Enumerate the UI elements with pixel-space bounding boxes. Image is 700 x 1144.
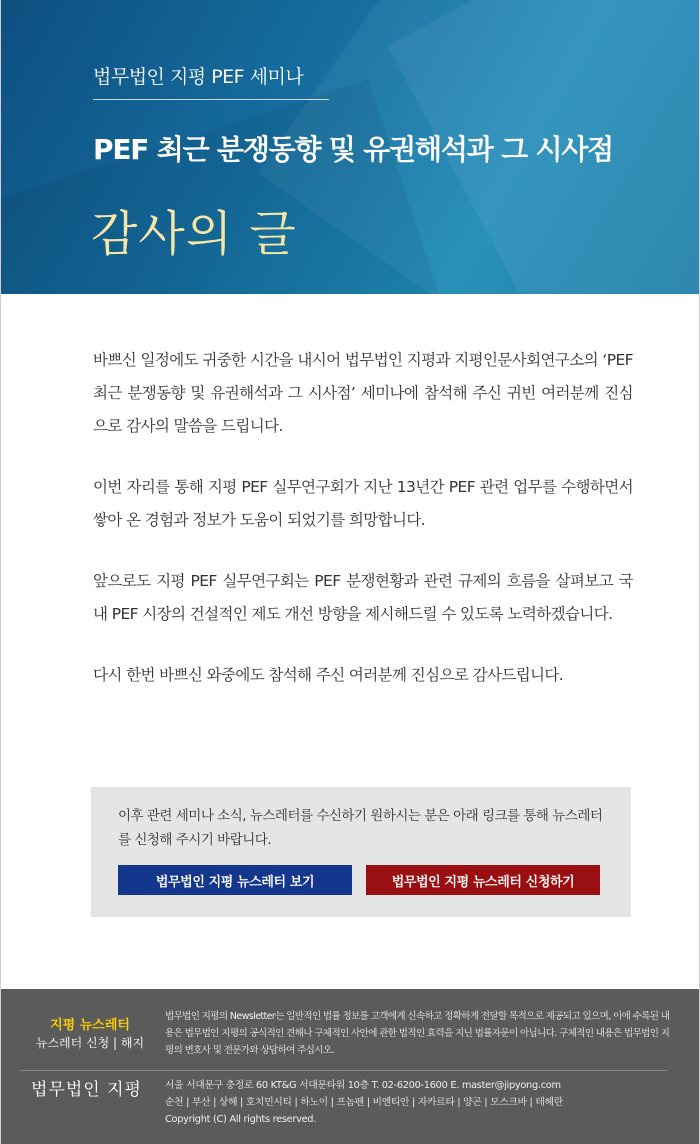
notice-text: 이후 관련 세미나 소식, 뉴스레터를 수신하기 원하시는 분은 아래 링크를 통해 뉴스레터를 신청해 주시기 바랍니다.	[118, 808, 603, 848]
header-banner	[1, 0, 699, 294]
page-title: 감사의 글	[91, 206, 297, 262]
newsletter-notice-box	[91, 787, 631, 917]
footer-newsletter-links[interactable]: 뉴스레터 신청 | 해지	[35, 1036, 145, 1050]
subscribe-newsletter-button[interactable]: 법무법인 지평 뉴스레터 신청하기	[366, 865, 600, 895]
footer-logo: 법무법인 지평	[31, 1080, 142, 1100]
footer-divider	[19, 1070, 667, 1071]
footer	[1, 989, 699, 1144]
view-newsletter-button[interactable]: 법무법인 지평 뉴스레터 보기	[118, 865, 352, 895]
message-body	[93, 344, 633, 720]
footer-contact-info	[165, 1077, 685, 1128]
footer-newsletter-title: 지평 뉴스레터	[50, 1018, 130, 1033]
seminar-title: PEF 최근 분쟁동향 및 유권해석과 그 시사점	[93, 133, 614, 166]
footer-address: 서울 서대문구 충정로 60 KT&G 서대문타워 10층 T. 02-6200-1600 E. master@jipyong.com	[165, 1080, 561, 1091]
body-paragraph: 다시 한번 바쁘신 와중에도 참석해 주신 여러분께 진심으로 감사드립니다.	[93, 666, 564, 684]
body-paragraph: 이번 자리를 통해 지평 PEF 실무연구회가 지난 13년간 PEF 관련 업무를 수행하면서 쌓아 온 경험과 정보가 도움이 되었기를 희망합니다.	[93, 478, 633, 529]
body-paragraph: 바쁘신 일정에도 귀중한 시간을 내시어 법무법인 지평과 지평인문사회연구소의 ‘PEF 최근 분쟁동향 및 유권해석과 그 시사점’ 세미나에 참석해 주신 귀빈 여러분께 진심으로 감사의 말씀을 드립니다.	[93, 351, 633, 435]
header-divider	[93, 99, 329, 100]
footer-offices: 순천 | 부산 | 상해 | 호치민시티 | 하노이 | 프놈펜 | 비엔티안 | 자카르타 | 양곤 | 모스크바 | 테헤란	[165, 1097, 563, 1108]
footer-disclaimer: 법무법인 지평의 Newsletter는 일반적인 법률 정보를 고객에게 신속하고 정확하게 전달할 목적으로 제공되고 있으며, 이에 수록된 내용은 법무법인 지평의 공식적인 견해나 구체적인 사안에 관한 법적인 효력을 지닌 법률자문이 아닙니다. 구체적인 내용은 법무법인 지평의 변호사 및 전문가와 상담하여 주십시오.	[165, 1011, 670, 1056]
body-paragraph: 앞으로도 지평 PEF 실무연구회는 PEF 분쟁현황과 관련 규제의 흐름을 살펴보고 국내 PEF 시장의 건설적인 제도 개선 방향을 제시해드릴 수 있도록 노력하겠습니다.	[93, 572, 633, 623]
seminar-label: 법무법인 지평 PEF 세미나	[93, 66, 304, 88]
footer-copyright: Copyright (C) All rights reserved.	[165, 1114, 317, 1125]
